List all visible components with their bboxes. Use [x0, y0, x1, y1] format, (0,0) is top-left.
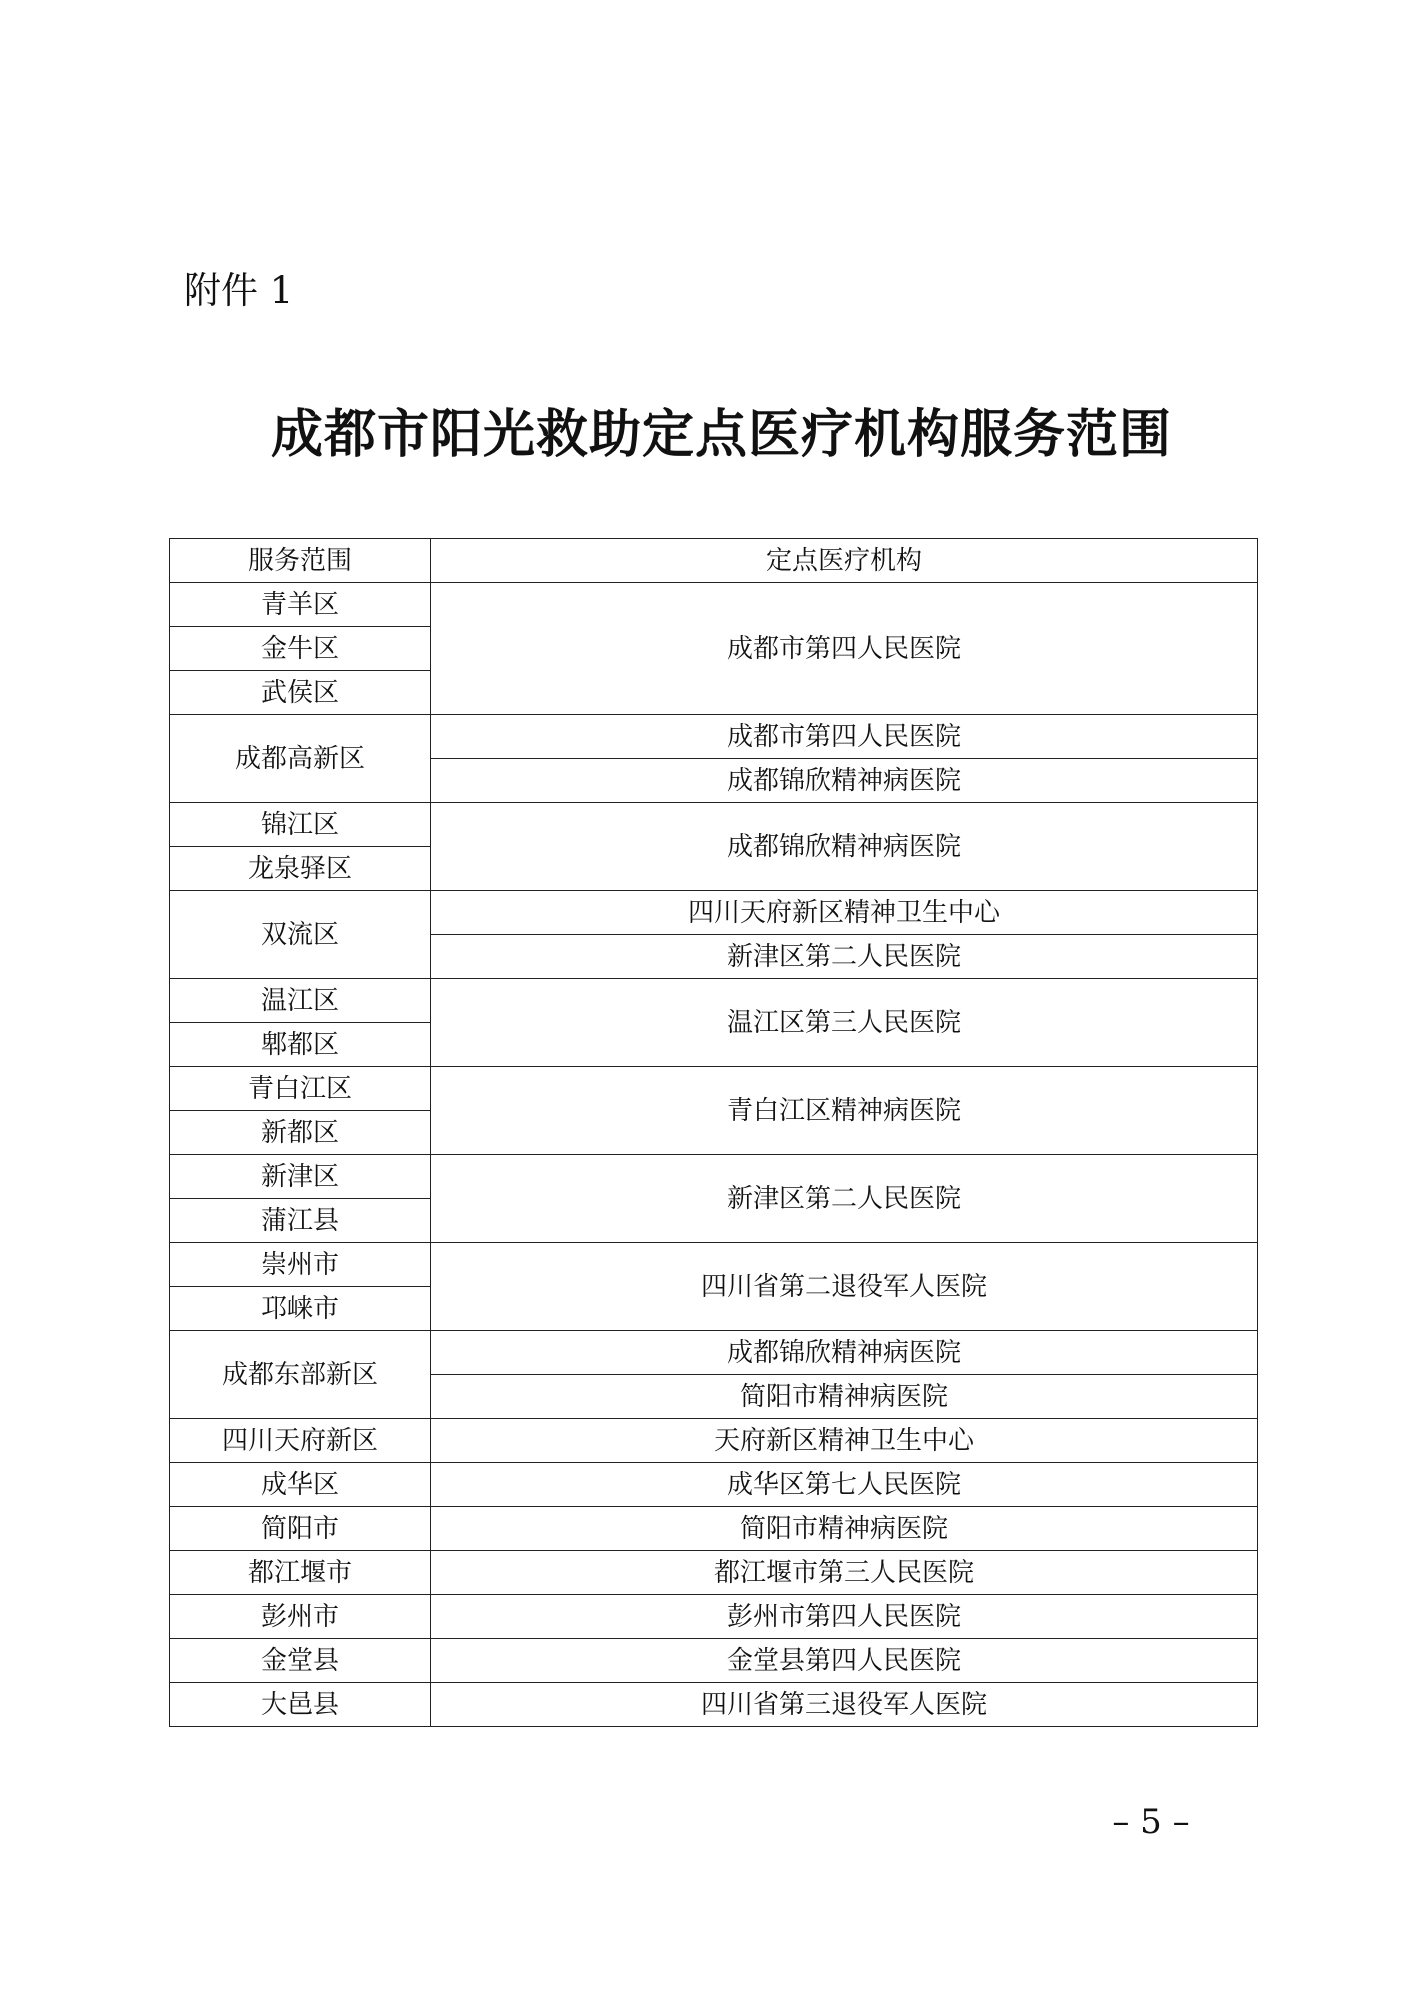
table-row [170, 1639, 1258, 1683]
service-area-cell: 四川天府新区 [170, 1419, 431, 1463]
table-row [170, 891, 1258, 935]
institution-cell: 彭州市第四人民医院 [431, 1595, 1258, 1639]
institution-cell: 成都锦欣精神病医院 [431, 1331, 1258, 1375]
table-row [170, 1683, 1258, 1727]
table-row [170, 979, 1258, 1023]
header-service-scope: 服务范围 [170, 539, 431, 583]
institution-cell: 简阳市精神病医院 [431, 1375, 1258, 1419]
table-row [170, 715, 1258, 759]
service-area-cell: 武侯区 [170, 671, 431, 715]
document-title: 成都市阳光救助定点医疗机构服务范围 [270, 405, 1172, 465]
attachment-label: 附件 1 [184, 269, 294, 312]
table-row [170, 1067, 1258, 1111]
institution-cell: 新津区第二人民医院 [431, 935, 1258, 979]
table-row [170, 803, 1258, 847]
table-row [170, 1155, 1258, 1199]
header-designated-institution: 定点医疗机构 [431, 539, 1258, 583]
table-header-row [170, 539, 1258, 583]
institution-cell: 温江区第三人民医院 [431, 979, 1258, 1067]
service-area-cell: 简阳市 [170, 1507, 431, 1551]
service-area-cell: 新津区 [170, 1155, 431, 1199]
table-row [170, 1551, 1258, 1595]
service-area-cell: 郫都区 [170, 1023, 431, 1067]
service-area-cell: 温江区 [170, 979, 431, 1023]
institution-cell: 成都锦欣精神病医院 [431, 759, 1258, 803]
service-area-cell: 邛崃市 [170, 1287, 431, 1331]
service-area-cell: 锦江区 [170, 803, 431, 847]
institution-cell: 四川省第三退役军人医院 [431, 1683, 1258, 1727]
institution-cell: 青白江区精神病医院 [431, 1067, 1258, 1155]
table-body [170, 583, 1258, 1727]
service-area-cell: 青羊区 [170, 583, 431, 627]
table-row [170, 1419, 1258, 1463]
institution-cell: 成都锦欣精神病医院 [431, 803, 1258, 891]
table-row [170, 1463, 1258, 1507]
service-area-cell: 成都高新区 [170, 715, 431, 803]
institution-cell: 成都市第四人民医院 [431, 583, 1258, 715]
service-area-cell: 金堂县 [170, 1639, 431, 1683]
service-scope-table [169, 538, 1258, 1727]
table-header [170, 539, 1258, 583]
institution-cell: 简阳市精神病医院 [431, 1507, 1258, 1551]
service-area-cell: 青白江区 [170, 1067, 431, 1111]
institution-cell: 成华区第七人民医院 [431, 1463, 1258, 1507]
service-area-cell: 成华区 [170, 1463, 431, 1507]
table-row [170, 1507, 1258, 1551]
table-row [170, 1595, 1258, 1639]
service-area-cell: 双流区 [170, 891, 431, 979]
institution-cell: 四川省第二退役军人医院 [431, 1243, 1258, 1331]
institution-cell: 都江堰市第三人民医院 [431, 1551, 1258, 1595]
service-area-cell: 金牛区 [170, 627, 431, 671]
page-number: – 5 – [1112, 1802, 1190, 1842]
service-area-cell: 龙泉驿区 [170, 847, 431, 891]
service-area-cell: 大邑县 [170, 1683, 431, 1727]
table-row [170, 1243, 1258, 1287]
institution-cell: 成都市第四人民医院 [431, 715, 1258, 759]
institution-cell: 新津区第二人民医院 [431, 1155, 1258, 1243]
table-row [170, 1331, 1258, 1375]
table-row [170, 583, 1258, 627]
institution-cell: 四川天府新区精神卫生中心 [431, 891, 1258, 935]
service-area-cell: 都江堰市 [170, 1551, 431, 1595]
service-area-cell: 成都东部新区 [170, 1331, 431, 1419]
service-area-cell: 彭州市 [170, 1595, 431, 1639]
institution-cell: 天府新区精神卫生中心 [431, 1419, 1258, 1463]
service-area-cell: 蒲江县 [170, 1199, 431, 1243]
institution-cell: 金堂县第四人民医院 [431, 1639, 1258, 1683]
service-area-cell: 崇州市 [170, 1243, 431, 1287]
service-area-cell: 新都区 [170, 1111, 431, 1155]
